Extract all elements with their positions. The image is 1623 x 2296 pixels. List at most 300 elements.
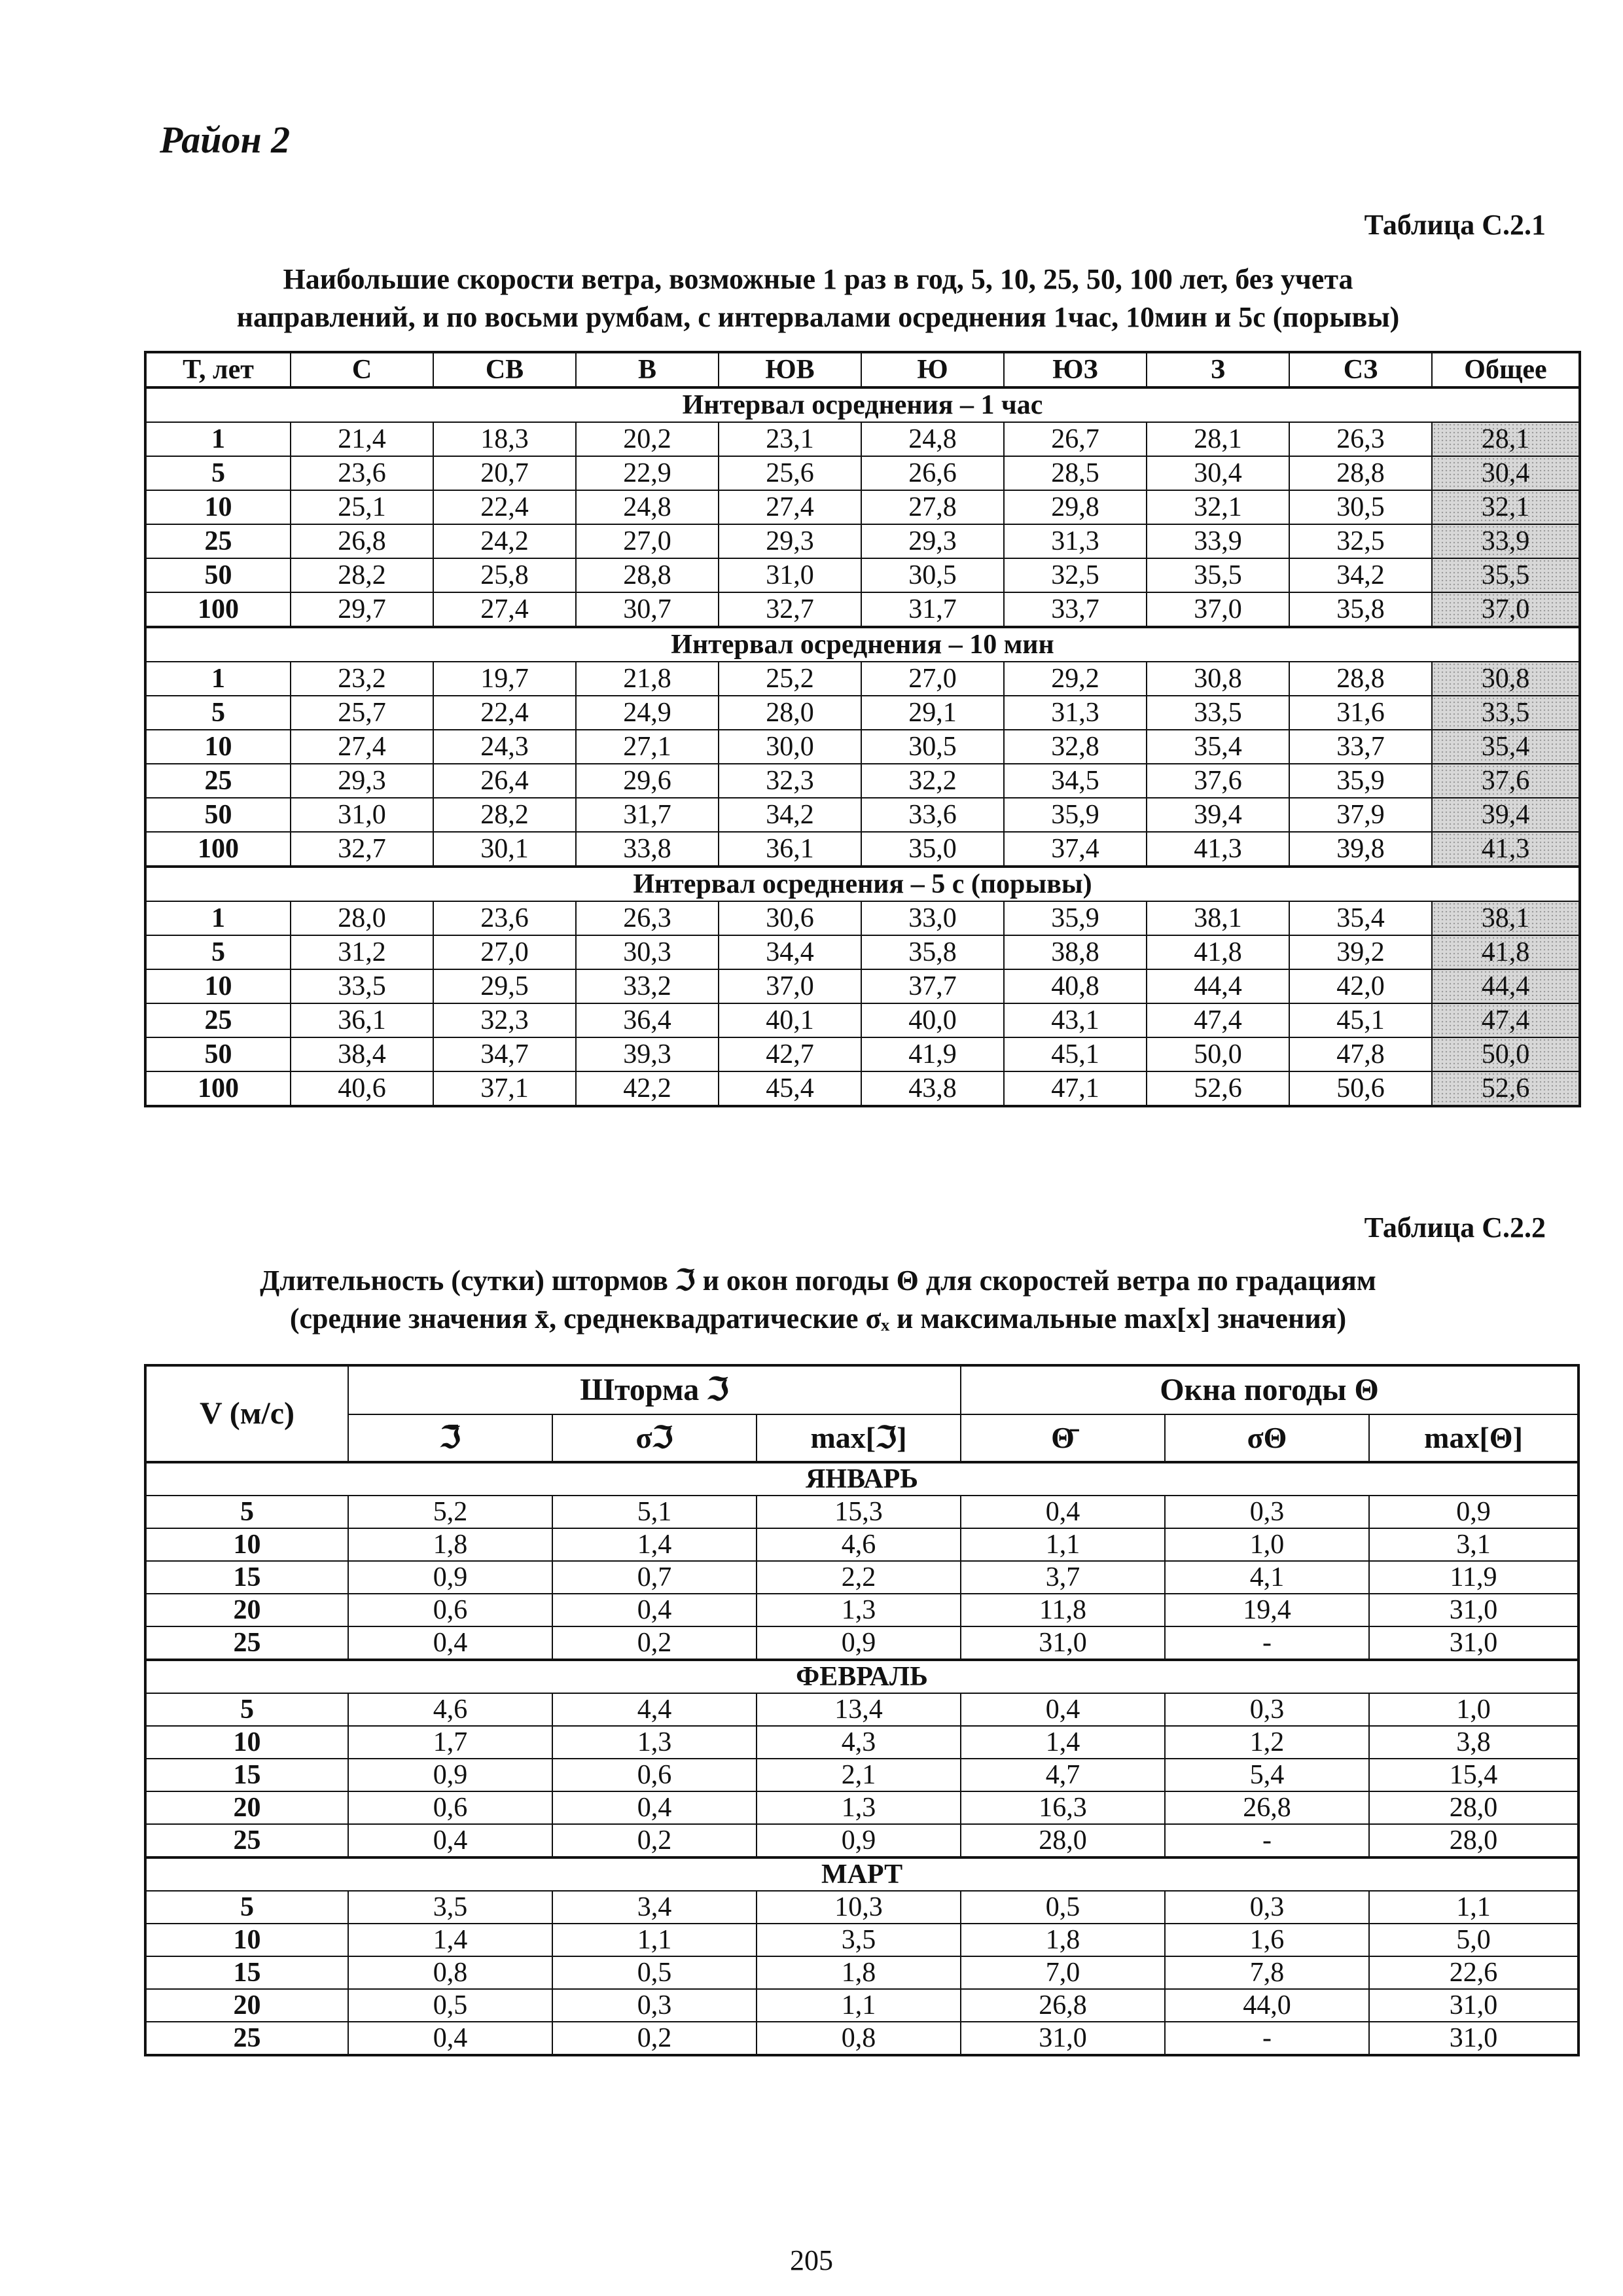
table-row [145,490,1580,524]
value-cell: 5,2 [348,1496,552,1528]
table-row [145,524,1580,558]
speed-cell: 5 [145,1693,348,1726]
table-row [145,1824,1578,1857]
value-cell: 32,2 [861,764,1004,798]
value-cell: 37,4 [1004,832,1147,867]
storm-duration-table [144,1364,1580,2056]
value-cell: 26,6 [861,456,1004,490]
value-cell: 1,1 [552,1924,757,1956]
value-cell: 1,4 [552,1528,757,1561]
subheader-storm-sigma: σℑ [552,1414,757,1462]
section-row [145,627,1580,662]
table-row [145,1693,1578,1726]
value-cell: 0,4 [961,1496,1165,1528]
value-cell: 4,6 [757,1528,961,1561]
section-title: Интервал осреднения – 1 час [145,387,1580,422]
value-cell: 25,1 [291,490,433,524]
value-cell: 39,2 [1289,935,1432,969]
table-row [145,1528,1578,1561]
value-cell: 33,5 [1147,696,1289,730]
month-title: ЯНВАРЬ [145,1462,1578,1496]
total-cell: 28,1 [1432,422,1580,456]
value-cell: 36,4 [576,1003,719,1037]
value-cell: 28,0 [1369,1824,1578,1857]
value-cell: 28,0 [719,696,861,730]
value-cell: 0,4 [348,1824,552,1857]
value-cell: 29,1 [861,696,1004,730]
total-cell: 39,4 [1432,798,1580,832]
value-cell: 22,9 [576,456,719,490]
value-cell: 30,0 [719,730,861,764]
value-cell: 27,1 [576,730,719,764]
value-cell: 15,4 [1369,1759,1578,1791]
value-cell: 37,0 [1147,592,1289,627]
value-cell: 19,7 [433,662,576,696]
total-cell: 30,4 [1432,456,1580,490]
value-cell: 31,0 [961,2022,1165,2055]
value-cell: 5,1 [552,1496,757,1528]
table-row [145,1956,1578,1989]
period-cell: 10 [145,969,291,1003]
value-cell: 29,8 [1004,490,1147,524]
value-cell: 40,0 [861,1003,1004,1037]
speed-cell: 25 [145,1824,348,1857]
column-header: ЮВ [719,352,861,387]
column-header: ЮЗ [1004,352,1147,387]
value-cell: 32,7 [719,592,861,627]
value-cell: 23,6 [291,456,433,490]
value-cell: 27,4 [291,730,433,764]
value-cell: 29,7 [291,592,433,627]
total-cell: 32,1 [1432,490,1580,524]
value-cell: 34,5 [1004,764,1147,798]
value-cell: 0,6 [552,1759,757,1791]
table-row [145,764,1580,798]
subheader-storm-mean: ℑ̄ [348,1414,552,1462]
value-cell: 32,5 [1004,558,1147,592]
value-cell: 21,8 [576,662,719,696]
value-cell: 11,8 [961,1594,1165,1626]
value-cell: 1,2 [1165,1726,1369,1759]
value-cell: 28,8 [576,558,719,592]
value-cell: 38,1 [1147,901,1289,935]
value-cell: 27,8 [861,490,1004,524]
value-cell: 50,6 [1289,1071,1432,1106]
value-cell: 33,7 [1004,592,1147,627]
value-cell: 7,0 [961,1956,1165,1989]
value-cell: 5,4 [1165,1759,1369,1791]
speed-cell: 5 [145,1891,348,1924]
value-cell: 44,0 [1165,1989,1369,2022]
value-cell: 27,0 [576,524,719,558]
table2-caption-line1: Длительность (сутки) штормов ℑ и окон погоды Θ для скоростей ветра по градациям [260,1265,1376,1297]
value-cell: 20,2 [576,422,719,456]
period-cell: 10 [145,490,291,524]
value-cell: 0,9 [348,1561,552,1594]
page-number: 205 [790,2244,833,2276]
month-row [145,1462,1578,1496]
column-header: СВ [433,352,576,387]
value-cell: 23,6 [433,901,576,935]
value-cell: 2,2 [757,1561,961,1594]
period-cell: 100 [145,1071,291,1106]
table-row [145,696,1580,730]
value-cell: 47,4 [1147,1003,1289,1037]
value-cell: 25,2 [719,662,861,696]
value-cell: 31,0 [961,1626,1165,1660]
speed-cell: 20 [145,1989,348,2022]
value-cell: 23,2 [291,662,433,696]
value-cell: 26,7 [1004,422,1147,456]
value-cell: 42,0 [1289,969,1432,1003]
table2-caption-line2: (средние значения x̄, среднеквадратические σₓ и максимальные max[x] значения) [289,1302,1347,1335]
column-header: Ю [861,352,1004,387]
value-cell: 21,4 [291,422,433,456]
value-cell: 11,9 [1369,1561,1578,1594]
value-cell: 0,5 [348,1989,552,2022]
month-title: МАРТ [145,1857,1578,1891]
value-cell: 3,8 [1369,1726,1578,1759]
value-cell: - [1165,1824,1369,1857]
value-cell: 47,1 [1004,1071,1147,1106]
value-cell: 0,4 [552,1791,757,1824]
header-weather-windows: Окна погоды Θ [961,1365,1578,1414]
table-row [145,730,1580,764]
section-title: Интервал осреднения – 5 с (порывы) [145,867,1580,901]
value-cell: 24,8 [861,422,1004,456]
table-row [145,1989,1578,2022]
value-cell: 40,1 [719,1003,861,1037]
value-cell: 40,6 [291,1071,433,1106]
speed-cell: 15 [145,1956,348,1989]
value-cell: 32,3 [433,1003,576,1037]
value-cell: 3,5 [348,1891,552,1924]
value-cell: 2,1 [757,1759,961,1791]
period-cell: 10 [145,730,291,764]
value-cell: 1,1 [757,1989,961,2022]
value-cell: 1,3 [757,1791,961,1824]
value-cell: 0,4 [348,2022,552,2055]
value-cell: 35,4 [1289,901,1432,935]
value-cell: 30,3 [576,935,719,969]
value-cell: 34,2 [719,798,861,832]
total-cell: 33,9 [1432,524,1580,558]
value-cell: 24,3 [433,730,576,764]
value-cell: 28,2 [433,798,576,832]
table-row [145,592,1580,627]
table-row [145,1791,1578,1824]
value-cell: 39,3 [576,1037,719,1071]
value-cell: 35,9 [1004,798,1147,832]
value-cell: 28,2 [291,558,433,592]
value-cell: 0,5 [552,1956,757,1989]
total-cell: 41,8 [1432,935,1580,969]
value-cell: 32,1 [1147,490,1289,524]
value-cell: 41,9 [861,1037,1004,1071]
month-row [145,1660,1578,1693]
table-row [145,1496,1578,1528]
period-cell: 1 [145,662,291,696]
period-cell: 1 [145,422,291,456]
value-cell: 47,8 [1289,1037,1432,1071]
period-cell: 25 [145,1003,291,1037]
value-cell: 42,2 [576,1071,719,1106]
value-cell: 0,4 [552,1594,757,1626]
value-cell: 0,2 [552,1626,757,1660]
table-row [145,1626,1578,1660]
value-cell: 34,4 [719,935,861,969]
section-row [145,867,1580,901]
value-cell: 0,2 [552,1824,757,1857]
speed-cell: 10 [145,1924,348,1956]
value-cell: 31,0 [1369,2022,1578,2055]
value-cell: 33,7 [1289,730,1432,764]
value-cell: 1,3 [552,1726,757,1759]
total-cell: 38,1 [1432,901,1580,935]
value-cell: 36,1 [719,832,861,867]
value-cell: 0,9 [757,1824,961,1857]
value-cell: 31,0 [719,558,861,592]
period-cell: 25 [145,764,291,798]
value-cell: 35,5 [1147,558,1289,592]
total-cell: 41,3 [1432,832,1580,867]
section-row [145,387,1580,422]
column-header: З [1147,352,1289,387]
value-cell: 37,1 [433,1071,576,1106]
table-row [145,558,1580,592]
column-header: T, лет [145,352,291,387]
value-cell: 28,0 [961,1824,1165,1857]
value-cell: 26,8 [961,1989,1165,2022]
speed-cell: 15 [145,1759,348,1791]
value-cell: 1,0 [1369,1693,1578,1726]
value-cell: 0,9 [757,1626,961,1660]
value-cell: 0,3 [552,1989,757,2022]
period-cell: 100 [145,592,291,627]
table1-number: Таблица С.2.1 [1364,209,1546,241]
total-cell: 30,8 [1432,662,1580,696]
value-cell: 41,3 [1147,832,1289,867]
value-cell: 4,7 [961,1759,1165,1791]
subheader-window-mean: Θ̄ [961,1414,1165,1462]
value-cell: 1,6 [1165,1924,1369,1956]
period-cell: 100 [145,832,291,867]
period-cell: 5 [145,456,291,490]
value-cell: 20,7 [433,456,576,490]
value-cell: 0,5 [961,1891,1165,1924]
value-cell: 38,4 [291,1037,433,1071]
total-cell: 47,4 [1432,1003,1580,1037]
value-cell: 27,0 [861,662,1004,696]
value-cell: 1,3 [757,1594,961,1626]
value-cell: 37,0 [719,969,861,1003]
value-cell: 34,7 [433,1037,576,1071]
value-cell: 0,7 [552,1561,757,1594]
total-cell: 44,4 [1432,969,1580,1003]
value-cell: 24,8 [576,490,719,524]
value-cell: 30,5 [861,558,1004,592]
value-cell: 35,0 [861,832,1004,867]
period-cell: 5 [145,935,291,969]
value-cell: 28,8 [1289,456,1432,490]
value-cell: 30,6 [719,901,861,935]
value-cell: 33,6 [861,798,1004,832]
column-header: С [291,352,433,387]
value-cell: 35,8 [1289,592,1432,627]
value-cell: 42,7 [719,1037,861,1071]
value-cell: 0,9 [1369,1496,1578,1528]
value-cell: 31,3 [1004,696,1147,730]
value-cell: 35,9 [1004,901,1147,935]
value-cell: 27,4 [433,592,576,627]
value-cell: 0,3 [1165,1496,1369,1528]
value-cell: 33,5 [291,969,433,1003]
value-cell: 34,2 [1289,558,1432,592]
value-cell: 25,7 [291,696,433,730]
value-cell: 0,6 [348,1594,552,1626]
value-cell: 30,8 [1147,662,1289,696]
value-cell: 19,4 [1165,1594,1369,1626]
value-cell: 1,4 [348,1924,552,1956]
value-cell: 37,6 [1147,764,1289,798]
value-cell: 30,1 [433,832,576,867]
table1-caption [144,260,1492,336]
header-v: V (м/с) [145,1365,348,1462]
value-cell: 29,2 [1004,662,1147,696]
value-cell: 45,4 [719,1071,861,1106]
total-cell: 33,5 [1432,696,1580,730]
value-cell: 38,8 [1004,935,1147,969]
period-cell: 50 [145,558,291,592]
value-cell: 32,5 [1289,524,1432,558]
table1-caption-line2: направлений, и по восьми румбам, с интервалами осреднения 1час, 10мин и 5с (порывы) [236,301,1400,333]
value-cell: 31,7 [861,592,1004,627]
value-cell: 1,8 [348,1528,552,1561]
value-cell: 31,0 [1369,1626,1578,1660]
value-cell: 22,6 [1369,1956,1578,1989]
subheader-window-max: max[Θ] [1369,1414,1578,1462]
value-cell: 3,1 [1369,1528,1578,1561]
value-cell: 4,1 [1165,1561,1369,1594]
value-cell: 4,6 [348,1693,552,1726]
value-cell: 29,6 [576,764,719,798]
value-cell: 30,5 [1289,490,1432,524]
value-cell: 0,6 [348,1791,552,1824]
value-cell: 1,0 [1165,1528,1369,1561]
header-storms: Шторма ℑ [348,1365,961,1414]
value-cell: 0,8 [348,1956,552,1989]
value-cell: 22,4 [433,696,576,730]
value-cell: 27,0 [433,935,576,969]
value-cell: 43,1 [1004,1003,1147,1037]
value-cell: 24,9 [576,696,719,730]
value-cell: 33,9 [1147,524,1289,558]
column-header: СЗ [1289,352,1432,387]
value-cell: 26,4 [433,764,576,798]
table-row [145,798,1580,832]
table-row [145,662,1580,696]
table-row [145,1071,1580,1106]
value-cell: 31,6 [1289,696,1432,730]
value-cell: 45,1 [1289,1003,1432,1037]
value-cell: 39,8 [1289,832,1432,867]
value-cell: 15,3 [757,1496,961,1528]
value-cell: 4,4 [552,1693,757,1726]
value-cell: 18,3 [433,422,576,456]
table-row [145,901,1580,935]
value-cell: 13,4 [757,1693,961,1726]
value-cell: 0,8 [757,2022,961,2055]
table-row [145,832,1580,867]
value-cell: 50,0 [1147,1037,1289,1071]
speed-cell: 10 [145,1726,348,1759]
value-cell: 35,8 [861,935,1004,969]
table-row [145,1003,1580,1037]
speed-cell: 5 [145,1496,348,1528]
value-cell: 28,5 [1004,456,1147,490]
table-row [145,969,1580,1003]
value-cell: 24,2 [433,524,576,558]
column-header: В [576,352,719,387]
value-cell: 1,4 [961,1726,1165,1759]
district-title: Район 2 [160,118,291,161]
value-cell: 1,8 [757,1956,961,1989]
value-cell: 35,4 [1147,730,1289,764]
total-cell: 35,4 [1432,730,1580,764]
value-cell: 5,0 [1369,1924,1578,1956]
value-cell: 33,2 [576,969,719,1003]
value-cell: 27,4 [719,490,861,524]
wind-speed-table [144,351,1581,1107]
value-cell: 26,3 [576,901,719,935]
period-cell: 25 [145,524,291,558]
speed-cell: 20 [145,1791,348,1824]
value-cell: 29,3 [861,524,1004,558]
value-cell: 30,7 [576,592,719,627]
value-cell: 41,8 [1147,935,1289,969]
month-row [145,1857,1578,1891]
value-cell: 25,8 [433,558,576,592]
table2-caption [144,1262,1492,1338]
value-cell: 26,3 [1289,422,1432,456]
value-cell: 29,3 [719,524,861,558]
value-cell: 32,7 [291,832,433,867]
value-cell: 7,8 [1165,1956,1369,1989]
value-cell: 33,8 [576,832,719,867]
table-row [145,935,1580,969]
value-cell: 31,3 [1004,524,1147,558]
period-cell: 50 [145,1037,291,1071]
value-cell: 23,1 [719,422,861,456]
value-cell: 40,8 [1004,969,1147,1003]
table-row [145,1924,1578,1956]
section-title: Интервал осреднения – 10 мин [145,627,1580,662]
value-cell: 35,9 [1289,764,1432,798]
value-cell: 43,8 [861,1071,1004,1106]
value-cell: 36,1 [291,1003,433,1037]
value-cell: 4,3 [757,1726,961,1759]
speed-cell: 25 [145,2022,348,2055]
value-cell: 28,0 [291,901,433,935]
total-cell: 50,0 [1432,1037,1580,1071]
value-cell: 3,5 [757,1924,961,1956]
value-cell: 1,8 [961,1924,1165,1956]
speed-cell: 25 [145,1626,348,1660]
value-cell: 26,8 [291,524,433,558]
table-row [145,1726,1578,1759]
speed-cell: 15 [145,1561,348,1594]
value-cell: 31,2 [291,935,433,969]
